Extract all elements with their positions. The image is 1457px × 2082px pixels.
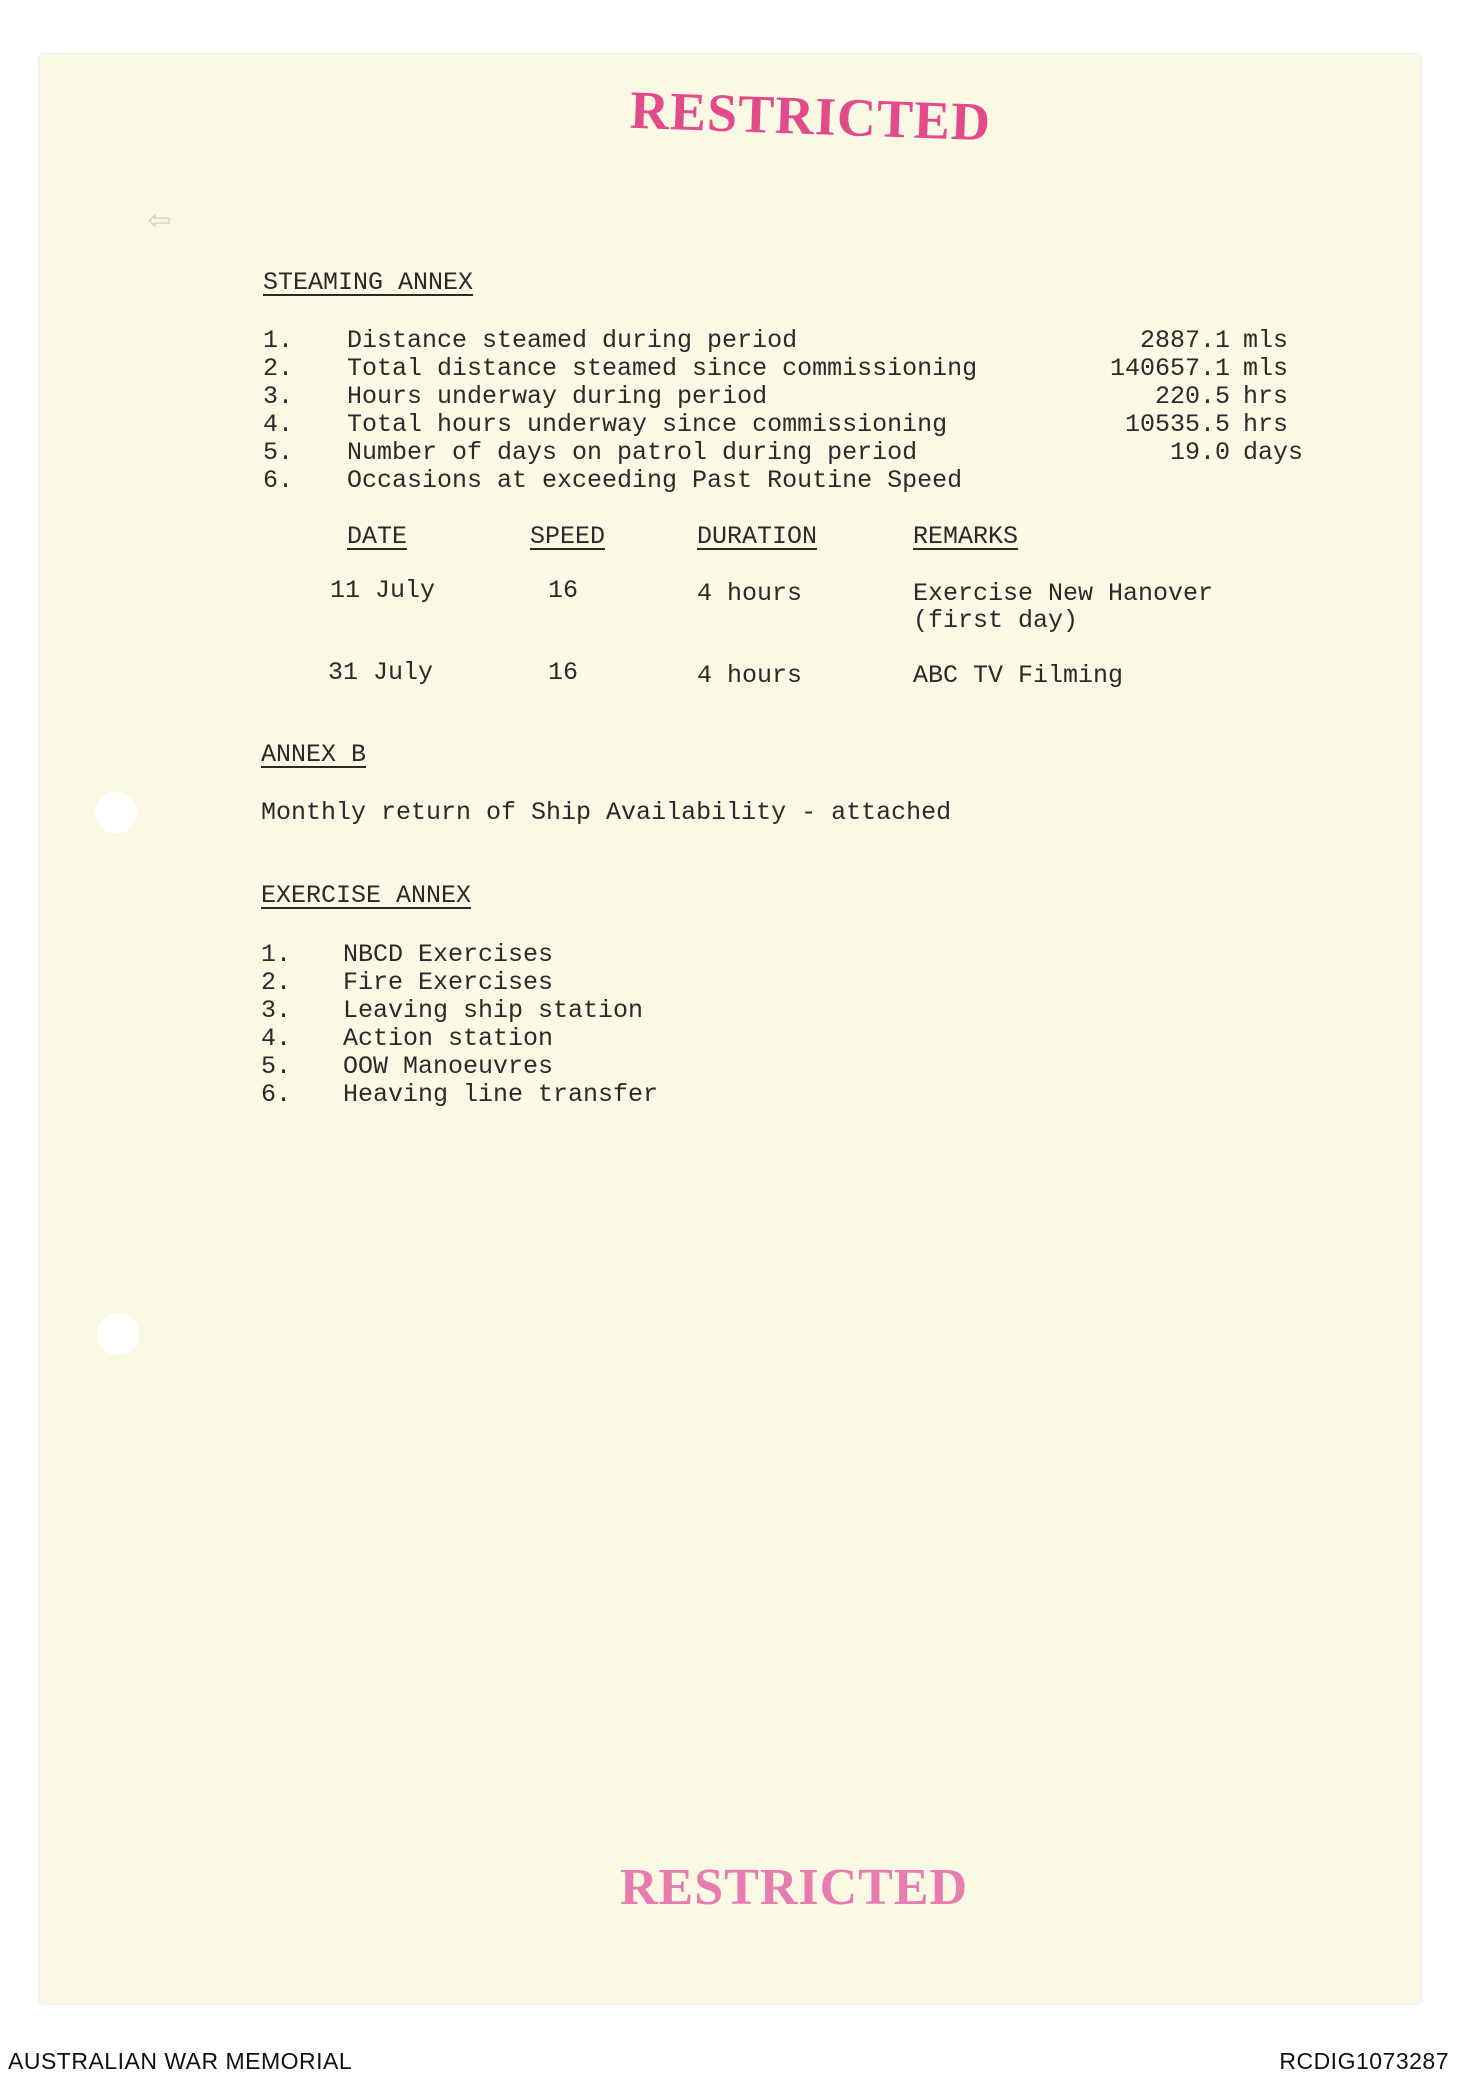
item-text: Distance steamed during period: [347, 326, 798, 355]
cell-duration: 4 hours: [697, 661, 803, 690]
cell-duration: 4 hours: [697, 579, 803, 608]
item-number: 4.: [261, 1024, 292, 1053]
item-value: 220.5: [1154, 382, 1230, 411]
item-number: 1.: [263, 326, 294, 355]
cell-remarks-continued: (first day): [913, 606, 1079, 635]
exercise-annex-heading: EXERCISE ANNEX: [261, 881, 472, 910]
item-unit: days: [1243, 438, 1304, 467]
item-number: 2.: [261, 968, 292, 997]
item-unit: mls: [1243, 354, 1289, 383]
item-value: 19.0: [1169, 438, 1230, 467]
cell-date: 31 July: [328, 658, 434, 687]
cell-speed: 16: [548, 658, 579, 687]
item-text: Fire Exercises: [343, 968, 554, 997]
cell-speed: 16: [548, 576, 579, 605]
item-value: 2887.1: [1139, 326, 1230, 355]
item-text: OOW Manoeuvres: [343, 1052, 554, 1081]
item-text: Total distance steamed since commissioning: [347, 354, 978, 383]
arrow-mark-icon: ⇦: [148, 200, 171, 243]
footer-left: AUSTRALIAN WAR MEMORIAL: [8, 2048, 353, 2074]
item-number: 2.: [263, 354, 294, 383]
restricted-stamp-bottom: RESTRICTED: [620, 1859, 969, 1916]
item-value: 10535.5: [1124, 410, 1230, 439]
column-header-remarks: REMARKS: [913, 522, 1019, 551]
item-text: NBCD Exercises: [343, 940, 554, 969]
column-header-duration: DURATION: [697, 522, 818, 551]
item-number: 3.: [263, 382, 294, 411]
punch-hole-top: [95, 792, 137, 834]
item-text: Total hours underway since commissioning: [347, 410, 948, 439]
item-text: Occasions at exceeding Past Routine Speed: [347, 466, 963, 495]
footer-right: RCDIG1073287: [1279, 2048, 1449, 2074]
item-text: Heaving line transfer: [343, 1080, 659, 1109]
column-header-speed: SPEED: [530, 522, 606, 551]
item-number: 5.: [261, 1052, 292, 1081]
item-text: Number of days on patrol during period: [347, 438, 918, 467]
item-number: 1.: [261, 940, 292, 969]
item-text: Hours underway during period: [347, 382, 768, 411]
steaming-annex-heading: STEAMING ANNEX: [263, 268, 474, 297]
item-number: 4.: [263, 410, 294, 439]
item-unit: hrs: [1243, 382, 1289, 411]
item-number: 5.: [263, 438, 294, 467]
cell-remarks: ABC TV Filming: [913, 661, 1124, 690]
annex-b-heading: ANNEX B: [261, 740, 367, 769]
cell-remarks: Exercise New Hanover: [913, 579, 1214, 608]
item-number: 6.: [261, 1080, 292, 1109]
column-header-date: DATE: [347, 522, 408, 551]
item-number: 6.: [263, 466, 294, 495]
annex-b-text: Monthly return of Ship Availability - attached: [261, 798, 952, 827]
item-unit: hrs: [1243, 410, 1289, 439]
punch-hole-bottom: [97, 1313, 139, 1355]
item-value: 140657.1: [1109, 354, 1230, 383]
item-unit: mls: [1243, 326, 1289, 355]
item-text: Leaving ship station: [343, 996, 644, 1025]
restricted-stamp-top: RESTRICTED: [629, 79, 993, 153]
item-text: Action station: [343, 1024, 554, 1053]
cell-date: 11 July: [330, 576, 436, 605]
item-number: 3.: [261, 996, 292, 1025]
